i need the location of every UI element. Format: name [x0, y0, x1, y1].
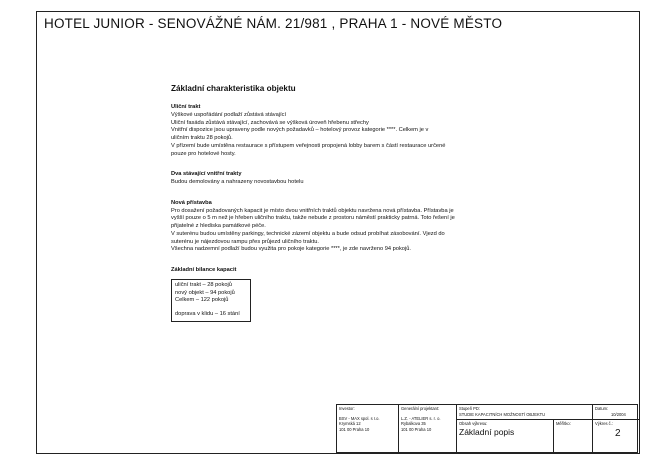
stupen-obsah-cell	[457, 405, 592, 452]
vykres-label: Výkres č.:	[595, 421, 613, 426]
investor-line: BSV - MAX spol. s r.o.	[339, 415, 380, 421]
section-ulicni-trakt	[171, 104, 516, 158]
section-line: Uliční fasáda zůstává stávající, zachovává se výšková úroveň hřebenu střechy	[171, 119, 369, 126]
bilance-line: Celkem – 122 pokojů	[175, 297, 229, 304]
section-line: přijatelné z hlediska památkové péče.	[171, 223, 266, 230]
section-bilance	[171, 267, 516, 322]
investor-cell	[337, 405, 399, 452]
vykres-value: 2	[615, 428, 621, 439]
bilance-title: Základní bilance kapacit	[171, 267, 237, 274]
projektant-cell	[399, 405, 457, 452]
section-title: Nová přístavba	[171, 199, 212, 206]
section-line: Budou demolovány a nahrazeny novostavbou hotelu	[171, 179, 304, 186]
projektant-line: Rybalkova 35	[401, 421, 426, 427]
section-line: pouze pro hotelové hosty.	[171, 150, 236, 157]
section-line: V suterénu budou umístěny parkingy, technické zázemí objektu a bude odsud probíhat zásobování. Vjezd do	[171, 230, 445, 237]
main-heading: Základní charakteristika objektu	[171, 84, 296, 93]
bilance-box	[171, 279, 251, 322]
section-line: uličním traktu 28 pokojů.	[171, 135, 233, 142]
bilance-parking: doprava v klidu – 16 stání	[175, 311, 240, 318]
obsah-label: Obsah výkresu:	[459, 421, 488, 426]
datum-value: 10/2004	[611, 412, 626, 417]
projektant-line: L.Z. - ATELIER s. r. o.	[401, 415, 441, 421]
section-title: Dva stávající vnitřní trakty	[171, 171, 242, 178]
bilance-line: nový objekt – 94 pokojů	[175, 289, 235, 296]
section-line: Pro dosažení požadovaných kapacit je místo dvou vnitřních traktů objektu navržena nová přístavba. Přístavba je	[171, 207, 454, 214]
datum-label: Datum:	[595, 406, 609, 411]
meritko-label: Měřítko:	[556, 421, 571, 426]
obsah-value: Základní popis	[459, 427, 515, 437]
projektant-line: 101 00 Praha 10	[401, 426, 432, 432]
section-line: Vnitřní dispozice jsou upraveny podle nových požadavků – hotelový provoz kategorie ****. Celkem je v	[171, 127, 429, 134]
section-line: vyšší pouze o 5 m než je hřeben uličního traktu, takže nebude z prostoru náměstí prakticky patrná. Toto řešení je	[171, 215, 455, 222]
section-title: Uliční trakt	[171, 104, 201, 111]
document-title: HOTEL JUNIOR - SENOVÁŽNÉ NÁM. 21/981 , PRAHA 1 - NOVÉ MĚSTO	[44, 16, 503, 31]
stupen-label: Stupeň PD:	[459, 406, 480, 411]
section-vnitrni-trakty	[171, 171, 516, 187]
title-block	[336, 404, 638, 453]
description-content	[171, 83, 516, 322]
section-line: V přízemí bude umístěna restaurace s přístupem veřejnosti propojená lobby barem s částí restaurace určené	[171, 142, 446, 149]
investor-line: Krymská 12	[339, 421, 361, 427]
section-line: Všechna nadzemní podlaží budou využita pro pokoje kategorie ****, je zde navrženo 94 pokojů.	[171, 246, 411, 253]
stupen-value: STUDIE KAPACITNÍCH MOŽNOSTÍ OBJEKTU	[459, 412, 546, 417]
section-nova-pristavba	[171, 200, 516, 254]
investor-label: Investor:	[339, 406, 355, 411]
projektant-label: Generální projektant:	[401, 406, 440, 411]
section-line: suterénu je nájezdovou rampu přes průjezd uličního traktu.	[171, 238, 319, 245]
bilance-line: uliční trakt – 28 pokojů	[175, 281, 232, 288]
section-line: Výškové uspořádání podlaží zůstává stávající	[171, 111, 287, 118]
investor-line: 101 00 Praha 10	[339, 426, 370, 432]
datum-vykres-cell	[592, 405, 639, 452]
